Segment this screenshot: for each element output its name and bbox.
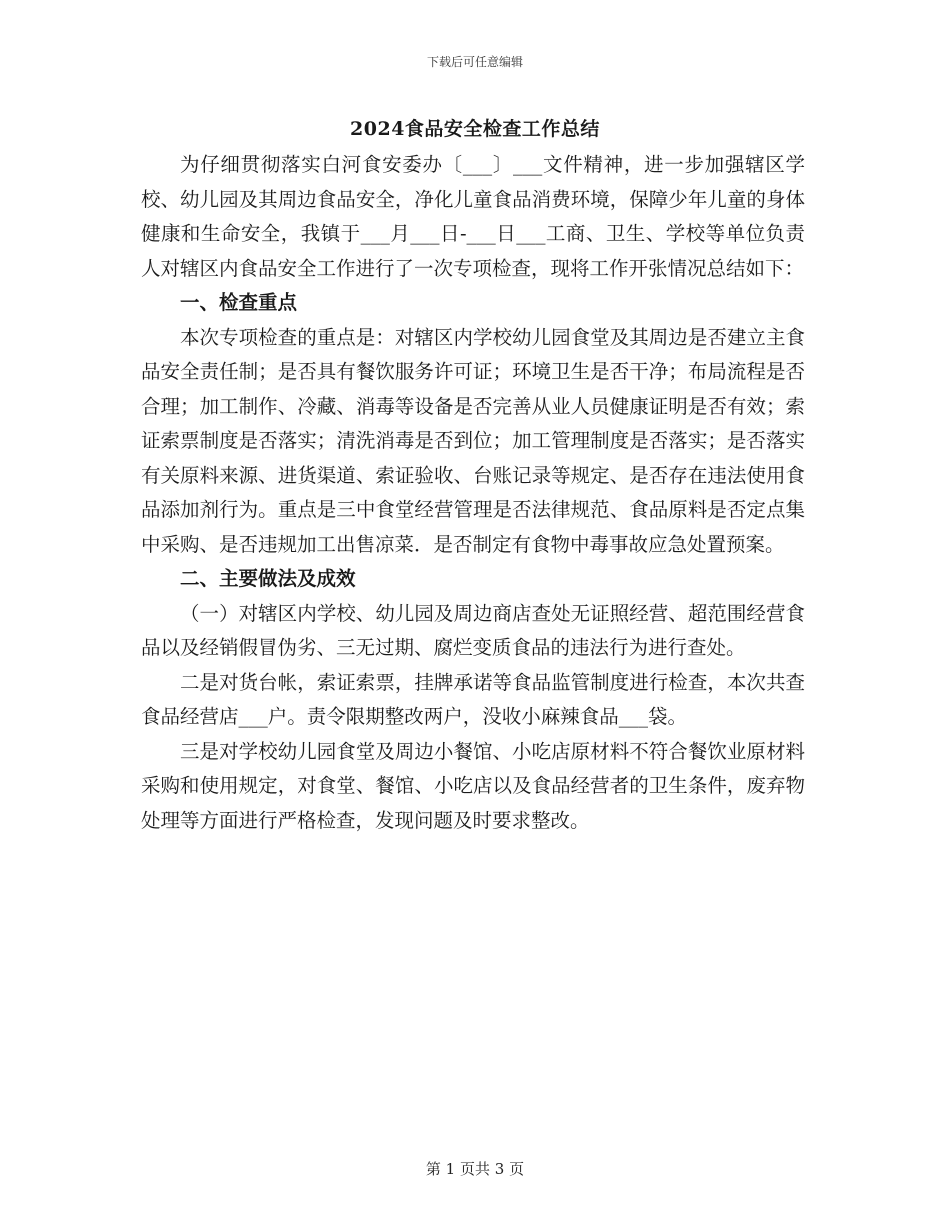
document-body [141, 148, 805, 838]
section-heading-measures-results: 二、主要做法及成效 [180, 567, 356, 590]
page-header: 下载后可任意编辑 [426, 55, 523, 69]
measure-paragraph-2: 二是对货台帐，索证索票，挂牌承诺等食品监管制度进行检查，本次共查食品经营店___户。责令限期整改两户，没收小麻辣食品___袋。 [141, 670, 805, 728]
measure-paragraph-3: 三是对学校幼儿园食堂及周边小餐馆、小吃店原材料不符合餐饮业原材料采购和使用规定，对食堂、餐馆、小吃店以及食品经营者的卫生条件，废弃物处理等方面进行严格检查，发现问题及时要求整改。 [141, 739, 805, 832]
page-footer: 第 1 页共 3 页 [425, 1160, 525, 1178]
measure-paragraph-1: （一）对辖区内学校、幼儿园及周边商店查处无证照经营、超范围经营食品以及经销假冒伪劣、三无过期、腐烂变质食品的违法行为进行查处。 [141, 601, 805, 659]
intro-paragraph: 为仔细贯彻落实白河食安委办〔___〕___文件精神，进一步加强辖区学校、幼儿园及其周边食品安全，净化儿童食品消费环境，保障少年儿童的身体健康和生命安全，我镇于___月___日-___日___工商、卫生、学校等单位负责人对辖区内食品安全工作进行了一次专项检查，现将工作开张情况总结如下： [141, 153, 805, 280]
document-title: 2024食品安全检查工作总结 [350, 118, 600, 140]
section-heading-inspection-focus: 一、检查重点 [180, 291, 298, 314]
inspection-focus-paragraph: 本次专项检查的重点是：对辖区内学校幼儿园食堂及其周边是否建立主食品安全责任制；是否具有餐饮服务许可证；环境卫生是否干净；布局流程是否合理；加工制作、冷藏、消毒等设备是否完善从业人员健康证明是否有效；索证索票制度是否落实；清洗消毒是否到位；加工管理制度是否落实；是否落实有关原料来源、进货渠道、索证验收、台账记录等规定、是否存在违法使用食品添加剂行为。重点是三中食堂经营管理是否法律规范、食品原料是否定点集中采购、是否违规加工出售凉菜．是否制定有食物中毒事故应急处置预案。 [141, 325, 805, 556]
